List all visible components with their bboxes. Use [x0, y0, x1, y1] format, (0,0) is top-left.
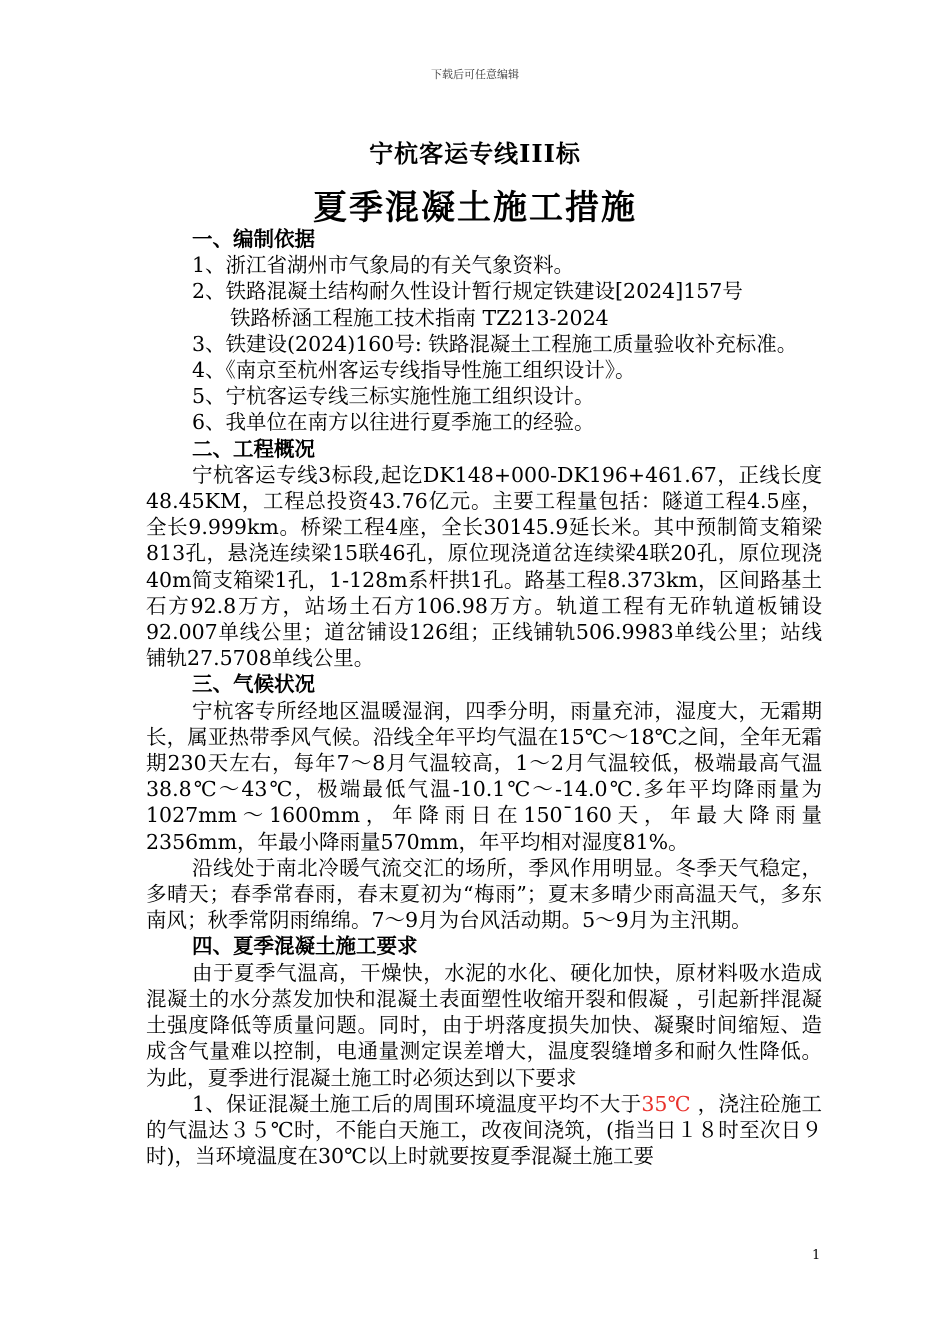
- basis-item-5: 5、宁杭客运专线三标实施性施工组织设计。: [192, 384, 595, 409]
- requirement-item-1-text-a: 1、保证混凝土施工后的周围环境温度平均不大于: [192, 1091, 642, 1116]
- document-title: 夏季混凝土施工措施: [313, 188, 637, 228]
- page-number: 1: [812, 1248, 821, 1263]
- section-heading-climate: 三、气候状况: [192, 672, 315, 697]
- basis-item-1: 1、浙江省湖州市气象局的有关气象资料。: [192, 253, 575, 278]
- basis-item-4: 4、《南京至杭州客运专线指导性施工组织设计》。: [192, 358, 636, 383]
- document-body: [146, 226, 822, 1169]
- basis-item-6: 6、我单位在南方以往进行夏季施工的经验。: [192, 410, 595, 435]
- overview-paragraph: 宁杭客运专线3标段,起讫DK148+000-DK196+461.67，正线长度48.45KM，工程总投资43.76亿元。主要工程量包括：隧道工程4.5座，全长9.999km。桥梁工程4座，全长30145.9延长米。其中预制简支箱梁813孔，悬浇连续梁15联46孔，原位现浇道岔连续梁4联20孔，原位现浇40m简支箱梁1孔，1-128m系杆拱1孔。路基工程8.373km，区间路基土石方92.8万方，站场土石方106.98万方。轨道工程有无砟轨道板铺设92.007单线公里；道岔铺设126组；正线铺轨506.9983单线公里；站线铺轨27.5708单线公里。: [146, 462, 822, 671]
- requirement-item-1: [146, 1091, 822, 1170]
- temperature-highlight: 35℃: [641, 1091, 691, 1116]
- header-note: 下载后可任意编辑: [431, 68, 519, 81]
- climate-paragraph-2: 沿线处于南北冷暖气流交汇的场所，季风作用明显。冬季天气稳定，多晴天；春季常春雨，春末夏初为“梅雨”；夏末多晴少雨高温天气，多东南风；秋季常阴雨绵绵。7～9月为台风活动期。5～9月为主汛期。: [146, 855, 822, 933]
- basis-item-3: 3、铁建设(2024)160号: 铁路混凝土工程施工质量验收补充标准。: [192, 331, 798, 356]
- climate-paragraph-1: 宁杭客专所经地区温暖湿润，四季分明，雨量充沛，湿度大，无霜期长，属亚热带季风气候。沿线全年平均气温在15℃～18℃之间，全年无霜期230天左右，每年7～8月气温较高，1～2月气温较低，极端最高气温38.8℃～43℃，极端最低气温-10.1℃～-14.0℃.多年平均降雨量为1027mm～1600mm，年降雨日在150ˉ160天，年最大降雨量2356mm，年最小降雨量570mm，年平均相对湿度81%。: [146, 698, 822, 854]
- requirements-paragraph: 由于夏季气温高，干燥快，水泥的水化、硬化加快，原材料吸水造成混凝土的水分蒸发加快和混凝土表面塑性收缩开裂和假凝 ，引起新拌混凝土强度降低等质量问题。同时，由于坍落度损失加快、凝聚时间缩短、造成含气量难以控制，电通量测定误差增大，温度裂缝增多和耐久性降低。为此，夏季进行混凝土施工时必须达到以下要求: [146, 960, 822, 1090]
- basis-item-2: 2、铁路混凝土结构耐久性设计暂行规定铁建设[2024]157号: [192, 279, 743, 304]
- basis-item-2-continued: 铁路桥涵工程施工技术指南 TZ213-2024: [230, 305, 609, 330]
- section-heading-basis: 一、编制依据: [192, 227, 315, 251]
- section-heading-overview: 二、工程概况: [192, 436, 315, 461]
- section-heading-requirements: 四、夏季混凝土施工要求: [192, 934, 418, 959]
- requirement-item-1-text-b: ，浇注砼施工的气温达３５℃时，不能白天施工，改夜间浇筑，(指当日１８时至次日９时)，当环境温度在30℃以上时就要按夏季混凝土施工要: [146, 1091, 822, 1169]
- document-subtitle: 宁杭客运专线III标: [369, 139, 581, 168]
